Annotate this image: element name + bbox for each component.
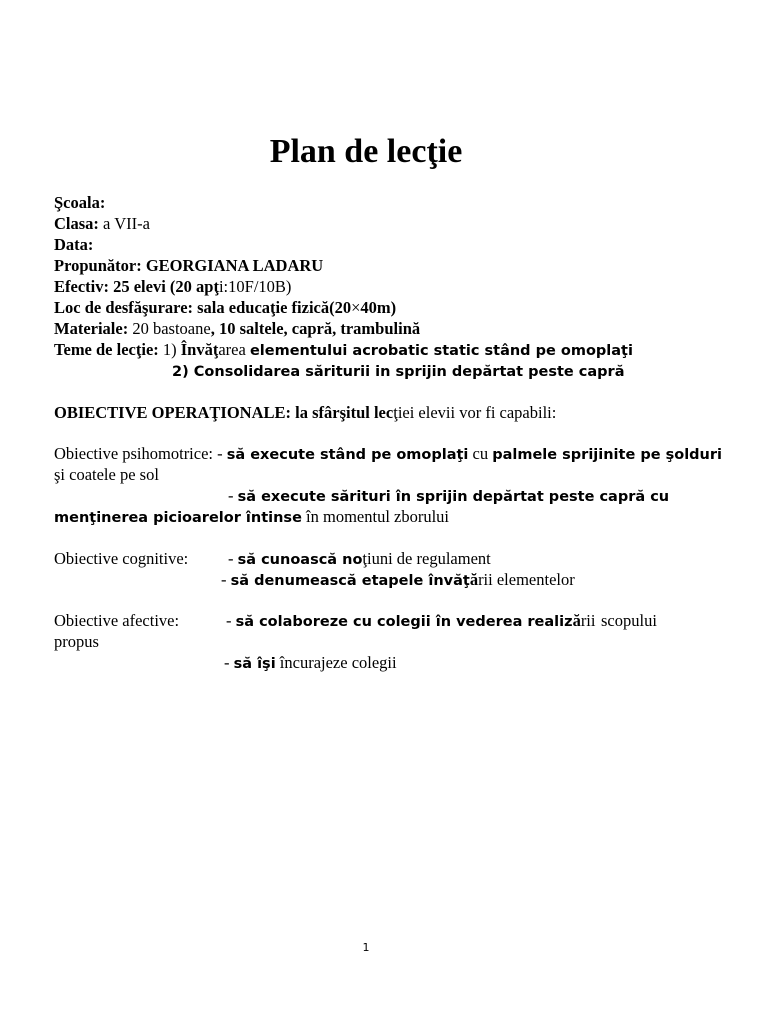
objectives-text-c: iei elevii vor fi capabili: [397,403,557,422]
teme-1-b: area [218,340,250,359]
cognitive-item2-d: rii elementelor [478,570,575,589]
afective-item1-c: ă [572,611,581,630]
efectiv-label: Efectiv: [54,277,109,296]
cognitive-label: Obiective cognitive: [54,549,189,568]
psihomotrice-item2-a: - [228,486,238,505]
info-teme [54,339,633,362]
objectives-header [54,402,556,423]
afective-label: Obiective afective: [54,611,180,630]
clasa-value: a VII-a [98,214,150,233]
psihomotrice-label: Obiective psihomotrice: - [54,444,227,463]
loc-label: Loc de desfăşurare: [54,298,194,317]
info-loc [54,297,396,318]
teme-1-c: elementului acrobatic static stând pe omoplaţi [249,343,633,359]
psihomotrice-item2-cont-b: în momentul zborului [301,507,450,526]
afective-item-2 [224,652,397,675]
info-teme-2 [172,360,625,383]
afective-item1-b: să colaboreze cu colegii în vederea realiz [235,614,573,630]
psihomotrice-item1-a: să execute stând pe omoplaţi [226,447,469,463]
teme-1-a: Învăţ [180,340,219,359]
cognitive-item2-c: ă [469,570,479,589]
efectiv-value-rest: i:10F/10B) [218,277,292,296]
info-efectiv [54,276,291,297]
cognitive-item-1 [228,548,491,571]
cognitive-item2-a: - [221,570,231,589]
propunator-label: Propunător: [54,256,142,275]
cognitive-item1-d: iuni de regulament [367,549,491,568]
afective-item-1 [226,610,595,633]
afective-item2-a: - [224,653,234,672]
psihomotrice-item1-c: palmele sprijinite pe şolduri [492,447,722,463]
psihomotrice-item2-cont-a: menţinerea picioarelor întinse [54,510,302,526]
afective-item-1-cont [54,631,99,652]
afective-item-1-e [601,610,657,631]
info-clasa [54,213,150,234]
cognitive-label-row [54,548,188,569]
materiale-value-a: 20 bastoane [128,319,211,338]
psihomotrice-item1-b: cu [468,444,493,463]
materiale-label: Materiale: [54,319,129,338]
loc-value-a: sala educaţie fizică(20 [193,298,352,317]
info-scoala [54,192,105,213]
info-propunator [54,255,323,276]
info-materiale [54,318,420,339]
objectives-text-a: la sfârşitul lec [291,403,394,422]
psihomotrice-item1-cont: şi coatele pe sol [54,465,159,484]
cognitive-item1-b: să cunoască no [237,552,363,568]
afective-item1-e: scopului [601,611,657,630]
info-data [54,234,93,255]
loc-value-times: × [351,298,361,317]
cognitive-item1-a: - [228,549,238,568]
psihomotrice-row-1-cont [54,464,159,485]
data-label: Data: [54,235,94,254]
materiale-value-b: , 10 saltele, capră, trambulină [210,319,421,338]
efectiv-value-bold: 25 elevi (20 apţ [108,277,219,296]
afective-item1-a: - [226,611,236,630]
afective-item2-c: încurajeze colegii [275,653,397,672]
afective-item1-d: rii [580,611,596,630]
teme-2: 2) Consolidarea săriturii in sprijin depărtat peste capră [172,364,625,380]
cognitive-item2-b: să denumească etapele învăţ [230,573,470,589]
afective-item2-b: să îşi [233,656,276,672]
psihomotrice-row-2 [228,485,669,508]
psihomotrice-row-1 [54,443,722,466]
loc-value-b: 40m) [360,298,397,317]
teme-1-num: 1) [158,340,181,359]
page-number: 1 [362,941,370,954]
objectives-text-b: ţ [393,403,398,422]
document-title: Plan de lecţie [269,133,463,170]
afective-label-row [54,610,179,631]
cognitive-item-2 [221,569,575,592]
psihomotrice-row-2-cont [54,506,449,529]
afective-item1-cont: propus [54,632,99,651]
propunator-value: GEORGIANA LADARU [141,256,324,275]
scoala-label: Şcoala: [54,193,106,212]
cognitive-item1-c: ţ [362,549,368,568]
objectives-label: OBIECTIVE OPERAŢIONALE: [54,403,292,422]
psihomotrice-item2-b: să execute sărituri în sprijin depărtat peste capră cu [237,489,670,505]
teme-label: Teme de lecţie: [54,340,159,359]
clasa-label: Clasa: [54,214,99,233]
